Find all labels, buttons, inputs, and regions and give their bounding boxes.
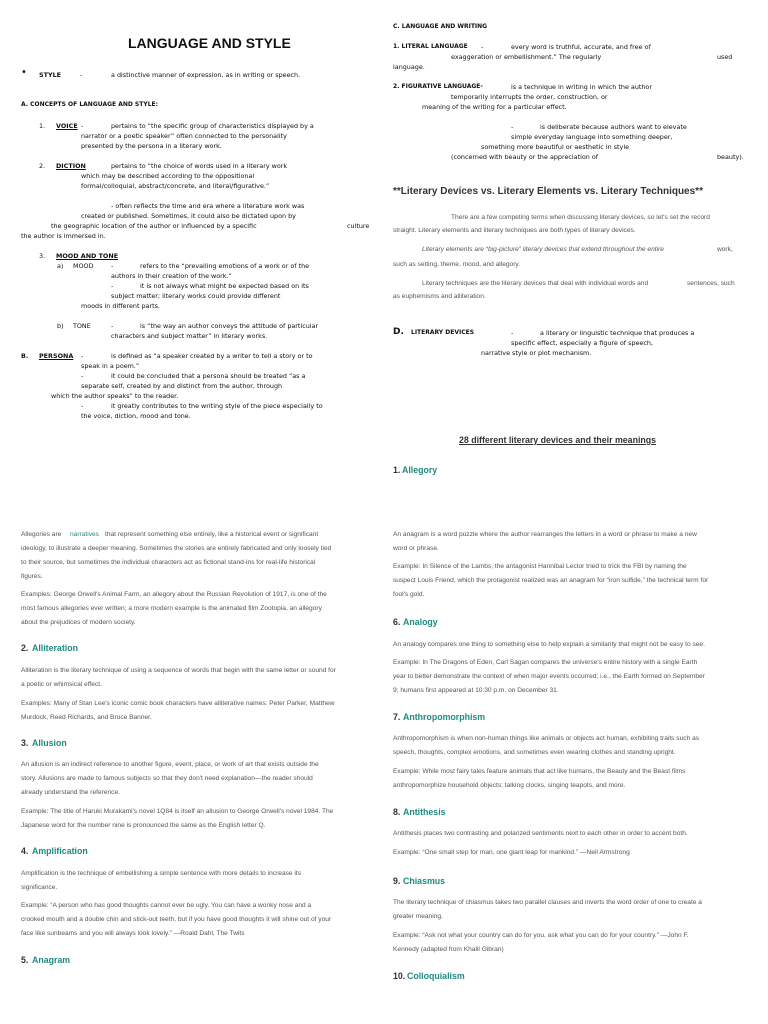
narratives-link[interactable]: narratives — [70, 531, 99, 538]
voice-line: presented by the persona in a literary work. — [81, 142, 222, 150]
figurative-line: beauty). — [717, 153, 744, 161]
chiasmus-text: The literary technique of chiasmus takes two parallel clauses and inverts the word order of one to create a — [393, 899, 702, 906]
chiasmus-example: Example: “Ask not what your country can do for you, ask what you can do for your country.” —John F. — [393, 932, 689, 939]
persona-line: it greatly contributes to the writing style of the piece especially to — [111, 402, 323, 410]
voice-term: VOICE — [56, 122, 78, 130]
allegory-text: to their source, but sometimes the individual characters act as fictional stand-ins for real-life historical — [21, 559, 316, 566]
anagram-text: An anagram is a word puzzle where the author rearranges the letters in a word or phrase to make a new — [393, 531, 697, 538]
persona-letter: B. — [21, 352, 29, 360]
persona-dash: - — [81, 372, 84, 380]
allegory-text: figures. — [21, 573, 43, 580]
literal-line: used — [717, 53, 733, 61]
anthropomorphism-number: 7. — [393, 712, 401, 722]
section-d-line: specific effect, especially a figure of speech, — [511, 339, 653, 347]
mood-letter: a) — [57, 262, 64, 270]
mood-line: refers to the “prevailing emotions of a work or of the — [140, 262, 310, 270]
section-d-line: narrative style or plot mechanism. — [481, 349, 592, 357]
section-d-term: LITERARY DEVICES — [411, 329, 475, 336]
mood-term: MOOD — [73, 262, 94, 270]
section-a-heading: A. CONCEPTS OF LANGUAGE AND STYLE: — [21, 101, 159, 108]
allusion-text: An allusion is an indirect reference to another figure, event, place, or work of art that exists outside the — [21, 761, 319, 768]
chiasmus-text: greater meaning. — [393, 913, 443, 920]
literal-language-term: 1. LITERAL LANGUAGE — [393, 43, 468, 50]
alliteration-example: Murdock, Reed Richards, and Bruce Banner. — [21, 714, 152, 721]
diction-term: DICTION — [56, 162, 86, 170]
time-line: - often reflects the time and era where a literature work was — [111, 202, 305, 210]
mood-tone-number: 3. — [39, 252, 46, 260]
mood-dash: - — [111, 282, 114, 290]
amplification-heading[interactable]: Amplification — [32, 846, 88, 856]
allusion-text: story. Allusions are made to famous subjects so that they don't need explanation—the reader should — [21, 775, 313, 782]
style-bullet: • — [21, 67, 27, 78]
anagram-text: word or phrase. — [393, 545, 439, 552]
persona-dash: - — [81, 352, 84, 360]
mood-line: subject matter; literary works could provide different — [111, 292, 281, 300]
time-line: created or published. Sometimes, it could also be dictated upon by — [81, 212, 296, 220]
anagram-heading[interactable]: Anagram — [32, 955, 71, 965]
analogy-example: 9; humans first appeared at 10:30 p.m. on December 31. — [393, 687, 559, 694]
diction-line: pertains to “the choice of words used in a literary work — [111, 162, 288, 170]
chiasmus-example: Kennedy (adapted from Khalil Gibran) — [393, 946, 504, 953]
mood-tone-heading: MOOD AND TONE — [56, 252, 119, 260]
section-d-dash: - — [511, 329, 514, 337]
colloquialism-heading[interactable]: Colloquialism — [407, 971, 465, 981]
tone-line: is “the way an author conveys the attitude of particular — [140, 322, 319, 330]
literary-devices-heading: **Literary Devices vs. Literary Elements vs. Literary Techniques** — [393, 186, 703, 197]
literary-paragraph: Literary elements are “big-picture” literary devices that extend throughout the entire — [422, 246, 664, 253]
figurative-language-term: 2. FIGURATIVE LANGUAGE- — [393, 83, 483, 90]
chiasmus-number: 9. — [393, 876, 401, 886]
style-definition: a distinctive manner of expression, as in writing or speech. — [111, 71, 301, 79]
alliteration-number: 2. — [21, 643, 29, 653]
literal-dash: - — [481, 43, 484, 51]
allusion-example: Example: The title of Haruki Murakami's novel 1Q84 is itself an allusion to George Orwell's novel 1984. The — [21, 808, 334, 815]
antithesis-text: Antithesis places two contrasting and polarized sentiments next to each other in order to accent both. — [393, 830, 688, 837]
literary-paragraph: such as setting, theme, mood, and allegory. — [393, 261, 521, 268]
anagram-example: suspect Louis Friend, which the protagonist realized was an anagram for “iron sulfide,” the technical term for — [393, 577, 709, 584]
voice-line: pertains to “the specific group of characteristics displayed by a — [111, 122, 314, 130]
allegory-text: ideology, to illustrate a deeper meaning. Sometimes the stories are entirely fabricated and only loosely tied — [21, 545, 332, 552]
persona-line: the voice, diction, mood and tone. — [81, 412, 191, 420]
section-c-heading: C. LANGUAGE AND WRITING — [393, 23, 488, 30]
mood-line: moods in different parts. — [81, 302, 160, 310]
time-line: the author is immersed in. — [21, 232, 106, 240]
allegory-number: 1. — [393, 465, 401, 475]
persona-line: it could be concluded that a persona should be treated “as a — [111, 372, 306, 380]
anthropomorphism-text: Anthropomorphism is when non-human things like animals or objects act human, exhibiting traits such as — [393, 735, 700, 742]
persona-line: is defined as “a speaker created by a writer to tell a story or to — [111, 352, 313, 360]
literal-line: language. — [393, 63, 425, 71]
anagram-example: Example: In Silence of the Lambs, the antagonist Hannibal Lector tried to trick the FBI by naming the — [393, 563, 687, 570]
page-title: LANGUAGE AND STYLE — [128, 35, 291, 51]
colloquialism-number: 10. — [393, 971, 406, 981]
allegory-text: that represent something else entirely, like a historical event or significant — [105, 531, 319, 538]
amplification-example: face like sunbeams and you will always look lovely.” —Roald Dahl, The Twits — [21, 930, 245, 937]
amplification-example: Example: “A person who has good thoughts cannot ever be ugly. You can have a wonky nose and a — [21, 902, 312, 909]
devices-list-title: 28 different literary devices and their meanings — [459, 435, 657, 445]
alliteration-example: Examples: Many of Stan Lee's iconic comic book characters have alliterative names: Peter Parker, Matthew — [21, 700, 335, 707]
chiasmus-heading[interactable]: Chiasmus — [403, 876, 446, 886]
section-d-letter: D. — [393, 327, 404, 337]
analogy-example: Example: In The Dragons of Eden, Carl Sagan compares the universe's entire history with a single Earth — [393, 659, 698, 666]
diction-number: 2. — [39, 162, 46, 170]
analogy-number: 6. — [393, 617, 401, 627]
literary-paragraph: There are a few competing terms when discussing literary devices, so let's set the record — [451, 214, 710, 221]
literary-paragraph: sentences, such — [687, 280, 735, 287]
allegory-example: about the prejudices of modern society. — [21, 619, 136, 626]
style-dash: - — [80, 71, 83, 79]
section-d-line: a literary or linguistic technique that produces a — [540, 329, 695, 337]
voice-number: 1. — [39, 122, 46, 130]
literary-paragraph: work, — [717, 246, 733, 253]
anthropomorphism-heading[interactable]: Anthropomorphism — [403, 712, 486, 722]
amplification-text: significance. — [21, 884, 58, 891]
anthropomorphism-text: speech, thoughts, complex emotions, and sometimes even wearing clothes and standing upright. — [393, 749, 676, 756]
mood-line: it is not always what might be expected based on its — [140, 282, 309, 290]
mood-dash: - — [111, 262, 114, 270]
amplification-number: 4. — [21, 846, 29, 856]
persona-line: speak in a poem.” — [81, 362, 140, 370]
tone-dash: - — [111, 322, 114, 330]
mood-line: authors in their creation of the work.” — [111, 272, 232, 280]
analogy-text: An analogy compares one thing to something else to help explain a similarity that might not be easy to see. — [393, 641, 705, 648]
figurative-dash: - — [511, 123, 514, 131]
literal-line: every word is truthful, accurate, and free of — [511, 43, 651, 51]
alliteration-text: a poetic or whimsical effect. — [21, 681, 102, 688]
style-term: STYLE — [39, 71, 62, 79]
anagram-number: 5. — [21, 955, 29, 965]
allegory-heading[interactable]: Allegory — [402, 465, 438, 475]
allusion-heading[interactable]: Allusion — [32, 738, 67, 748]
antithesis-example: Example: “One small step for man, one giant leap for mankind.” —Neil Armstrong — [393, 849, 630, 856]
time-line: culture — [347, 222, 370, 230]
alliteration-heading[interactable]: Alliteration — [32, 643, 78, 653]
anagram-example: fool's gold. — [393, 591, 425, 598]
persona-line: which the author speaks” to the reader. — [51, 392, 179, 400]
anthropomorphism-example: Example: While most fairy tales feature animals that act like humans, the Beauty and the Beast films — [393, 768, 686, 775]
figurative-line: meaning of the writing for a particular effect. — [422, 103, 567, 111]
figurative-line: temporarily interrupts the order, construction, or — [451, 93, 608, 101]
analogy-heading[interactable]: Analogy — [403, 617, 438, 627]
alliteration-text: Alliteration is the literary technique of using a sequence of words that begin with the same letter or sound for — [21, 667, 336, 674]
voice-line: narrator or a poetic speaker” often connected to the personality — [81, 132, 287, 140]
antithesis-number: 8. — [393, 807, 401, 817]
figurative-line: is a technique in writing in which the author — [511, 83, 652, 91]
figurative-line: simple everyday language into something deeper, — [511, 133, 673, 141]
persona-dash: - — [81, 402, 84, 410]
diction-line: which may be described according to the oppositional — [81, 172, 255, 180]
persona-term: PERSONA — [39, 352, 74, 360]
diction-line: formal/colloquial, abstract/concrete, and literal/figurative.” — [81, 182, 270, 190]
literary-paragraph: straight. Literary elements and literary techniques are both types of literary devices. — [393, 227, 636, 234]
tone-line: characters and subject matter” in literary works. — [111, 332, 268, 340]
tone-letter: b) — [57, 322, 64, 330]
antithesis-heading[interactable]: Antithesis — [403, 807, 446, 817]
allegory-example: Examples: George Orwell's Animal Farm, an allegory about the Russian Revolution of 1917, is one of the — [21, 591, 327, 598]
literary-paragraph: Literary techniques are the literary devices that deal with individual words and — [422, 280, 649, 287]
amplification-text: Amplification is the technique of embellishing a simple sentence with more details to increase its — [21, 870, 302, 877]
allegory-text: Allegories are — [21, 531, 62, 538]
allusion-text: already understand the reference. — [21, 789, 120, 796]
figurative-line: something more beautiful or aesthetic in style — [481, 143, 630, 151]
time-line: the geographic location of the author or influenced by a specific — [51, 222, 257, 230]
persona-line: separate self, created by and distinct from the author, through — [81, 382, 283, 390]
literal-line: exaggeration or embellishment.” The regularly — [451, 53, 602, 61]
figurative-line: is deliberate because authors want to elevate — [540, 123, 687, 131]
allusion-example: Japanese word for the number nine is pronounced the same as the English letter Q. — [21, 822, 266, 829]
literary-paragraph: as euphemisms and alliteration. — [393, 293, 486, 300]
allegory-example: most famous allegories ever written; a more modern example is the animated film Zootopia, an allegory — [21, 605, 322, 612]
allusion-number: 3. — [21, 738, 29, 748]
voice-dash: - — [81, 122, 84, 130]
analogy-example: year to better demonstrate the context of when major events occurred; i.e., the Earth formed on September — [393, 673, 705, 680]
figurative-line: (concerned with beauty or the appreciation of — [451, 153, 599, 161]
tone-term: TONE — [73, 322, 91, 330]
amplification-example: crooked mouth and a double chin and stick-out teeth, but if you have good thoughts it will shine out of your — [21, 916, 332, 923]
anthropomorphism-example: anthropomorphize household objects: talking clocks, singing teapots, and more. — [393, 782, 626, 789]
